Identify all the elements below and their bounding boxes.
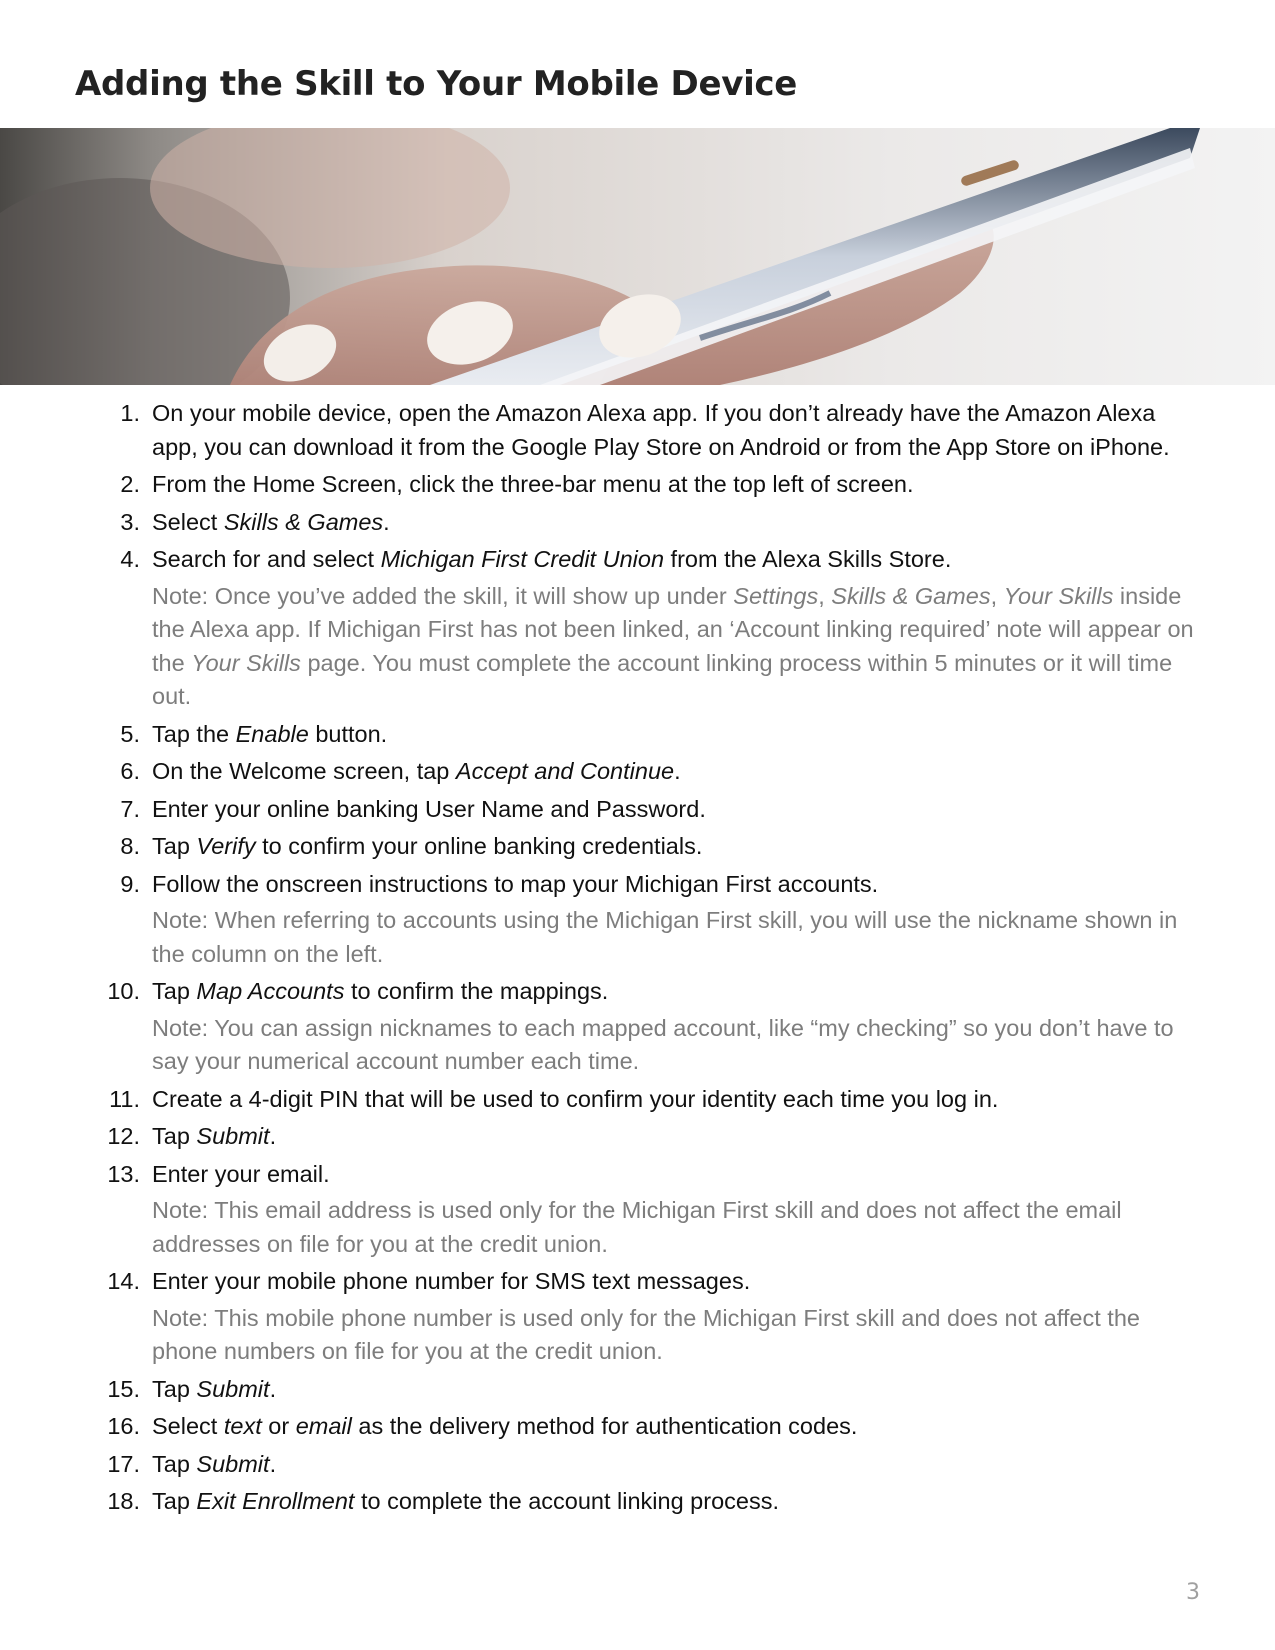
- emphasized-text: text: [223, 1413, 262, 1439]
- hero-image: [0, 128, 1275, 385]
- step-text: [152, 1448, 1205, 1482]
- emphasized-text: Your Skills: [1003, 582, 1114, 609]
- hand-holding-phone-photo-icon: [0, 128, 1275, 385]
- step-number: 18.: [107, 1488, 140, 1514]
- emphasized-text: Verify: [196, 833, 256, 859]
- step-text: [152, 868, 1205, 902]
- text-span: On your mobile device, open the Amazon Alexa app. If you don’t already have the Amazon Alexa app, you can download it from the Google Play Store on Android or from the App Store on iPhone.: [152, 400, 1170, 460]
- step-item: [0, 1158, 1275, 1262]
- step-item: [0, 1373, 1275, 1407]
- text-span: Note: This mobile phone number is used only for the Michigan First skill and does not affect the phone numbers on file for you at the credit union.: [152, 1304, 1140, 1364]
- step-number: 7.: [120, 795, 140, 822]
- text-span: inside the Alexa app. If Michigan First has not been linked, an ‘Account linking required’ note will appear on the: [152, 582, 1194, 676]
- step-text: [152, 830, 1205, 864]
- step-text: [152, 506, 1205, 540]
- emphasized-text: Submit: [196, 1375, 270, 1402]
- step-item: [0, 506, 1275, 540]
- step-number: 17.: [107, 1450, 140, 1477]
- emphasized-text: Map Accounts: [196, 978, 345, 1004]
- emphasized-text: Enable: [235, 720, 309, 747]
- text-span: Tap: [152, 833, 197, 859]
- text-span: Note: This email address is used only for the Michigan First skill and does not affect the email addresses on file for you at the credit union.: [152, 1197, 1122, 1257]
- step-number: 2.: [120, 471, 140, 497]
- text-span: to confirm your online banking credentials.: [255, 833, 703, 859]
- text-span: Select: [152, 508, 224, 535]
- text-span: as the delivery method for authentication codes.: [351, 1413, 858, 1439]
- step-item: [0, 1083, 1275, 1117]
- step-number: 3.: [120, 508, 140, 535]
- step-item: [0, 1120, 1275, 1154]
- text-span: Tap: [152, 1123, 197, 1149]
- step-text: [152, 1120, 1205, 1154]
- step-note: [152, 904, 1205, 971]
- step-text: [152, 543, 1205, 577]
- step-item: [0, 868, 1275, 972]
- step-text: [152, 468, 1205, 502]
- step-text: [152, 1158, 1205, 1192]
- step-note: [152, 1194, 1205, 1261]
- text-span: .: [269, 1375, 277, 1402]
- step-text: [152, 1485, 1205, 1519]
- text-span: ,: [818, 582, 832, 609]
- step-text: [152, 975, 1205, 1009]
- emphasized-text: Skills & Games: [831, 582, 991, 609]
- step-text: [152, 718, 1205, 752]
- text-span: to confirm the mappings.: [344, 978, 609, 1004]
- text-span: ,: [990, 582, 1004, 609]
- text-span: On the Welcome screen, tap: [152, 758, 456, 784]
- text-span: .: [269, 1123, 277, 1149]
- step-item: [0, 1485, 1275, 1519]
- text-span: Create a 4-digit PIN that will be used to confirm your identity each time you log in.: [152, 1085, 999, 1112]
- step-item: [0, 397, 1275, 464]
- step-item: [0, 718, 1275, 752]
- step-text: [152, 1373, 1205, 1407]
- text-span: Tap: [152, 978, 197, 1004]
- emphasized-text: Skills & Games: [223, 508, 384, 535]
- step-item: [0, 975, 1275, 1079]
- step-text: [152, 1265, 1205, 1299]
- step-text: [152, 1083, 1205, 1117]
- step-item: [0, 755, 1275, 789]
- step-number: 4.: [120, 546, 140, 572]
- text-span: Enter your online banking User Name and Password.: [152, 795, 706, 822]
- step-item: [0, 793, 1275, 827]
- step-text: [152, 397, 1205, 464]
- emphasized-text: Michigan First Credit Union: [380, 546, 665, 572]
- text-span: .: [269, 1450, 277, 1477]
- text-span: to complete the account linking process.: [354, 1488, 779, 1514]
- text-span: button.: [308, 720, 388, 747]
- emphasized-text: Submit: [196, 1450, 270, 1477]
- text-span: Enter your mobile phone number for SMS text messages.: [152, 1268, 751, 1294]
- step-number: 6.: [120, 758, 140, 784]
- text-span: page. You must complete the account linking process within 5 minutes or it will time out.: [152, 649, 1173, 709]
- step-number: 12.: [107, 1123, 140, 1149]
- step-item: [0, 468, 1275, 502]
- text-span: Search for and select: [152, 546, 381, 572]
- text-span: Tap the: [152, 720, 236, 747]
- page-number: 3: [1186, 1580, 1200, 1605]
- text-span: Tap: [152, 1450, 197, 1477]
- step-number: 10.: [107, 978, 140, 1004]
- step-item: [0, 1448, 1275, 1482]
- step-note: [152, 580, 1205, 714]
- step-text: [152, 793, 1205, 827]
- step-item: [0, 543, 1275, 714]
- step-number: 11.: [109, 1085, 140, 1112]
- page-title: Adding the Skill to Your Mobile Device: [75, 64, 798, 104]
- emphasized-text: Exit Enrollment: [196, 1488, 355, 1514]
- step-text: [152, 1410, 1205, 1444]
- enrollment-steps-list: [0, 397, 1275, 1519]
- step-text: [152, 755, 1205, 789]
- step-item: [0, 1410, 1275, 1444]
- text-span: Note: When referring to accounts using the Michigan First skill, you will use the nickname shown in the column on the left.: [152, 907, 1178, 967]
- text-span: .: [674, 758, 681, 784]
- emphasized-text: Submit: [196, 1123, 270, 1149]
- text-span: .: [383, 508, 390, 535]
- step-note: [152, 1302, 1205, 1369]
- text-span: or: [261, 1413, 296, 1439]
- emphasized-text: Settings: [733, 582, 819, 609]
- step-item: [0, 1265, 1275, 1369]
- emphasized-text: Accept and Continue: [455, 758, 675, 784]
- step-number: 15.: [107, 1375, 140, 1402]
- step-number: 8.: [120, 833, 140, 859]
- text-span: Note: Once you’ve added the skill, it will show up under: [152, 582, 734, 609]
- text-span: Select: [152, 1413, 224, 1439]
- text-span: From the Home Screen, click the three-bar menu at the top left of screen.: [152, 471, 914, 497]
- step-number: 16.: [107, 1413, 140, 1439]
- step-item: [0, 830, 1275, 864]
- text-span: Note: You can assign nicknames to each mapped account, like “my checking” so you don’t have to say your numerical account number each time.: [152, 1014, 1174, 1074]
- emphasized-text: email: [295, 1413, 352, 1439]
- text-span: Tap: [152, 1488, 197, 1514]
- step-number: 1.: [120, 400, 140, 426]
- step-number: 13.: [107, 1160, 140, 1187]
- emphasized-text: Your Skills: [191, 649, 301, 676]
- text-span: Tap: [152, 1375, 197, 1402]
- text-span: Enter your email.: [152, 1160, 330, 1187]
- text-span: Follow the onscreen instructions to map your Michigan First accounts.: [152, 870, 879, 897]
- step-number: 14.: [107, 1268, 140, 1294]
- step-number: 5.: [120, 720, 140, 747]
- text-span: from the Alexa Skills Store.: [664, 546, 952, 572]
- step-note: [152, 1012, 1205, 1079]
- step-number: 9.: [120, 870, 140, 897]
